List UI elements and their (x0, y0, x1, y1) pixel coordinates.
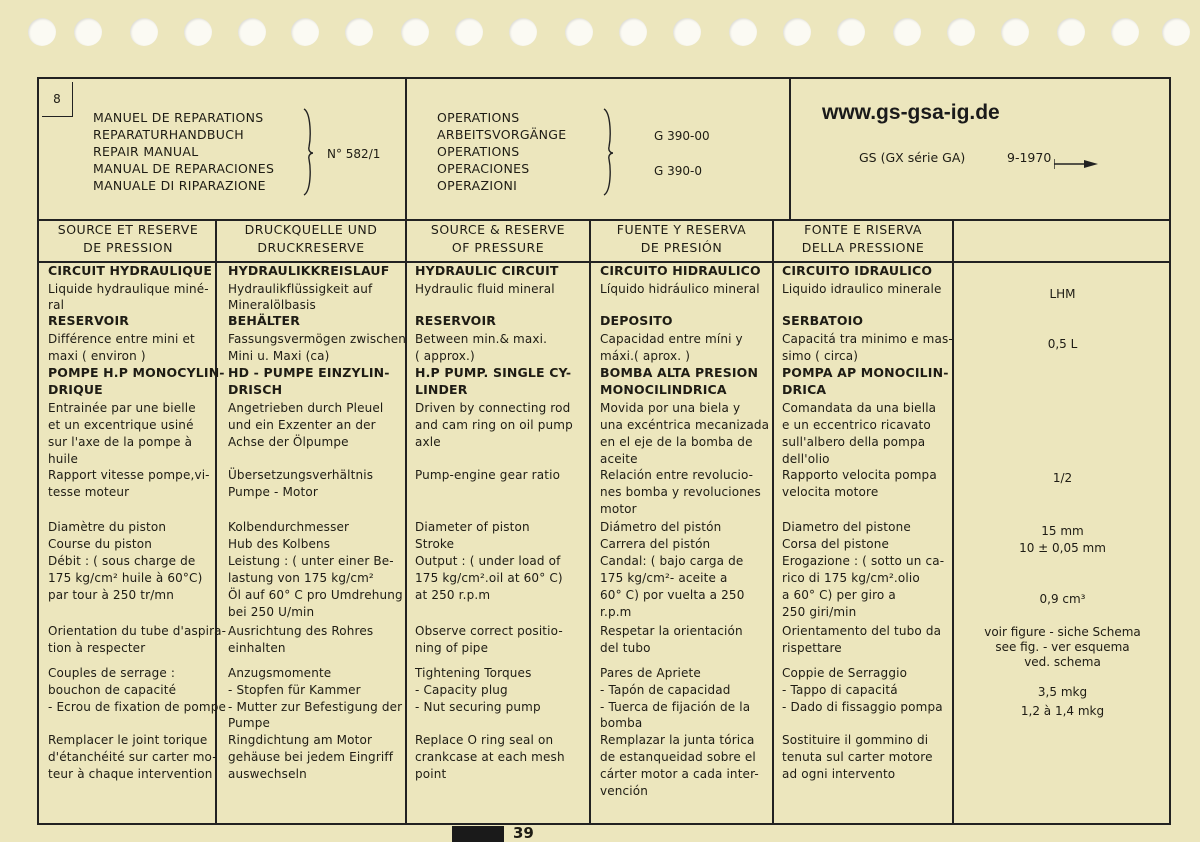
ops-title-fr: OPERATIONS (437, 110, 520, 125)
text-line: Between min.& maxi. (415, 332, 548, 346)
section-heading: CIRCUITO HIDRAULICO (600, 263, 761, 278)
col-divider-1 (215, 219, 217, 825)
spec-value: ved. schema (1024, 655, 1101, 669)
colhead-en-line1: SOURCE & RESERVE (430, 222, 566, 237)
text-line: dell'olio (782, 452, 830, 466)
manual-titles (93, 109, 274, 194)
text-line: Capacidad entre míni y (600, 332, 743, 346)
text-line: Carrera del pistón (600, 537, 711, 551)
text-line: Observe correct positio- (415, 624, 563, 638)
text-line: 60° C) por vuelta a 250 (600, 588, 745, 602)
text-line: - Mutter zur Befestigung der (228, 700, 403, 714)
punch-hole (401, 18, 429, 46)
text-line: - Tuerca de fijación de la (600, 700, 751, 714)
text-line: Couples de serrage : (48, 666, 176, 680)
text-line: Mineralölbasis (228, 298, 316, 312)
text-line: at 250 r.p.m (415, 588, 491, 602)
spec-value: 1,2 à 1,4 mkg (1020, 704, 1105, 718)
text-line: and cam ring on oil pump (415, 418, 573, 432)
text-line: sull'albero della pompa (782, 435, 926, 449)
text-line: Replace O ring seal on (415, 733, 554, 747)
text-line: Course du piston (48, 537, 153, 551)
text-line: Comandata da una biella (782, 401, 937, 415)
text-line: Achse der Ölpumpe (228, 435, 349, 449)
text-line: a 60° C) per giro a (782, 588, 896, 602)
text-line: ral (48, 298, 65, 312)
text-line: de estanqueidad sobre el (600, 750, 756, 764)
manual-title-fr: MANUEL DE REPARATIONS (93, 110, 264, 125)
punch-hole (509, 18, 537, 46)
text-line: Driven by connecting rod (415, 401, 571, 415)
text-line: - Nut securing pump (415, 700, 541, 714)
section-heading: DRICA (782, 382, 827, 397)
text-line: Rapporto velocita pompa (782, 468, 937, 482)
spec-value: 0,5 L (1047, 337, 1078, 351)
section-heading: LINDER (415, 382, 468, 397)
punch-hole (1057, 18, 1085, 46)
text-line: crankcase at each mesh (415, 750, 565, 764)
text-line: tenuta sul carter motore (782, 750, 933, 764)
text-line: Orientamento del tubo da (782, 624, 942, 638)
text-line: - Stopfen für Kammer (228, 683, 361, 697)
text-line: Remplacer le joint torique (48, 733, 208, 747)
text-line: Erogazione : ( sotto un ca- (782, 554, 945, 568)
binder-holes (0, 18, 1200, 48)
text-line: et un excentrique usiné (48, 418, 194, 432)
text-line: Übersetzungsverhältnis (228, 468, 374, 482)
text-line: maxi ( environ ) (48, 349, 146, 363)
colhead-de-line1: DRUCKQUELLE UND (244, 222, 378, 237)
text-line: lastung von 175 kg/cm² (228, 571, 374, 585)
text-line: vención (600, 784, 649, 798)
colhead-en-line2: OF PRESSURE (451, 240, 545, 255)
text-line: auswechseln (228, 767, 307, 781)
col-divider-4 (772, 219, 774, 825)
operations-titles (437, 109, 567, 194)
text-line: bei 250 U/min (228, 605, 315, 619)
document-sheet (37, 77, 1171, 825)
text-line: Stroke (415, 537, 455, 551)
section-heading: SERBATOIO (782, 313, 864, 328)
text-line: tesse moteur (48, 485, 130, 499)
section-heading: MONOCILINDRICA (600, 382, 727, 397)
text-line: e un eccentrico ricavato (782, 418, 931, 432)
section-heading: CIRCUIT HYDRAULIQUE (48, 263, 213, 278)
text-line: axle (415, 435, 441, 449)
spec-value: 15 mm (1041, 524, 1084, 538)
text-line: Leistung : ( unter einer Be- (228, 554, 394, 568)
text-line: 250 giri/min (782, 605, 857, 619)
ops-title-it: OPERAZIONI (437, 178, 518, 193)
manual-title-es: MANUAL DE REPARACIONES (93, 161, 275, 176)
text-line: Relación entre revolucio- (600, 468, 754, 482)
section-heading: BEHÄLTER (228, 313, 300, 328)
text-line: Débit : ( sous charge de (48, 554, 196, 568)
spec-value: 10 ± 0,05 mm (1019, 541, 1106, 555)
text-line: cárter motor a cada inter- (600, 767, 759, 781)
punch-hole (130, 18, 158, 46)
punch-hole (673, 18, 701, 46)
text-line: Líquido hidráulico mineral (600, 282, 760, 296)
manual-title-de: REPARATURHANDBUCH (93, 127, 244, 142)
colhead-fr-line1: SOURCE ET RESERVE (57, 222, 199, 237)
text-line: Movida por una biela y (600, 401, 741, 415)
text-line: Pares de Apriete (600, 666, 701, 680)
text-line: bomba (600, 716, 643, 730)
operations-brace (601, 107, 615, 197)
text-line: - Capacity plug (415, 683, 508, 697)
text-line: - Dado di fissaggio pompa (782, 700, 943, 714)
header-divider-2 (789, 79, 791, 219)
text-line: Rapport vitesse pompe,vi- (48, 468, 210, 482)
text-line: - Tappo di capacitá (782, 683, 898, 697)
punch-hole (238, 18, 266, 46)
text-line: ad ogni intervento (782, 767, 896, 781)
text-line: Liquide hydraulique miné- (48, 282, 209, 296)
section-heading: DEPOSITO (600, 313, 673, 328)
text-line: 175 kg/cm²- aceite a (600, 571, 728, 585)
section-heading: RESERVOIR (48, 313, 130, 328)
text-line: tion à respecter (48, 641, 146, 655)
manual-title-it: MANUALE DI RIPARAZIONE (93, 178, 266, 193)
text-line: sur l'axe de la pompe à (48, 435, 193, 449)
op-code-2: G 390-0 (654, 164, 702, 178)
punch-hole (837, 18, 865, 46)
text-line: Diametro del pistone (782, 520, 911, 534)
text-line: en el eje de la bomba de (600, 435, 753, 449)
text-line: Öl auf 60° C pro Umdrehung (228, 588, 403, 602)
arrow-right-icon (1054, 158, 1098, 170)
text-line: Liquido idraulico minerale (782, 282, 942, 296)
text-line: Candal: ( bajo carga de (600, 554, 744, 568)
text-line: Capacitá tra minimo e mas- (782, 332, 953, 346)
manual-title-en: REPAIR MANUAL (93, 144, 199, 159)
colhead-it (774, 221, 952, 261)
colhead-es-line2: DE PRESIÓN (640, 240, 723, 255)
text-line: Corsa del pistone (782, 537, 890, 551)
colhead-de (217, 221, 405, 261)
text-line: 175 kg/cm² huile à 60°C) (48, 571, 203, 585)
text-line: Anzugsmomente (228, 666, 332, 680)
section-heading: POMPE H.P MONOCYLIN- (48, 365, 225, 380)
text-line: point (415, 767, 447, 781)
text-line: d'étanchéité sur carter mo- (48, 750, 217, 764)
ops-title-de: ARBEITSVORGÄNGE (437, 127, 567, 142)
ops-title-en: OPERATIONS (437, 144, 520, 159)
punch-hole (74, 18, 102, 46)
text-line: Entrainée par une bielle (48, 401, 196, 415)
text-line: - Tapón de capacidad (600, 683, 731, 697)
text-line: huile (48, 452, 79, 466)
punch-hole (783, 18, 811, 46)
ops-title-es: OPERACIONES (437, 161, 530, 176)
colhead-fr-line2: DE PRESSION (83, 240, 173, 255)
text-line: Mini u. Maxi (ca) (228, 349, 330, 363)
section-heading: BOMBA ALTA PRESION (600, 365, 759, 380)
colhead-es-line1: FUENTE Y RESERVA (616, 222, 747, 237)
text-line: gehäuse bei jedem Eingriff (228, 750, 394, 764)
text-line: r.p.m (600, 605, 632, 619)
spec-value: LHM (1049, 287, 1076, 301)
section-heading: HYDRAULIKKREISLAUF (228, 263, 390, 278)
punch-hole (455, 18, 483, 46)
footer-page-number: 39 (513, 824, 534, 842)
text-line: Hydraulikflüssigkeit auf (228, 282, 373, 296)
text-line: una excéntrica mecanizada (600, 418, 770, 432)
text-line: rico di 175 kg/cm².olio (782, 571, 920, 585)
text-line: simo ( circa) (782, 349, 859, 363)
text-line: Output : ( under load of (415, 554, 561, 568)
text-line: Kolbendurchmesser (228, 520, 350, 534)
text-line: bouchon de capacité (48, 683, 177, 697)
text-line: einhalten (228, 641, 286, 655)
text-line: par tour à 250 tr/mn (48, 588, 174, 602)
text-line: Tightening Torques (415, 666, 532, 680)
section-heading: H.P PUMP. SINGLE CY- (415, 365, 572, 380)
text-line: 175 kg/cm².oil at 60° C) (415, 571, 563, 585)
text-line: motor (600, 502, 637, 516)
punch-hole (947, 18, 975, 46)
text-line: Respetar la orientación (600, 624, 743, 638)
footer-black-bar (452, 826, 504, 842)
text-line: teur à chaque intervention (48, 767, 213, 781)
op-code-1: G 390-00 (654, 129, 710, 143)
section-heading: RESERVOIR (415, 313, 497, 328)
col-divider-2 (405, 219, 407, 825)
section-heading: POMPA AP MONOCILIN- (782, 365, 949, 380)
manual-number: N° 582/1 (327, 147, 381, 161)
text-line: Coppie de Serraggio (782, 666, 908, 680)
section-heading: HD - PUMPE EINZYLIN- (228, 365, 390, 380)
spec-value: see fig. - ver esquema (995, 640, 1130, 654)
website-watermark: www.gs-gsa-ig.de (822, 101, 1000, 124)
colhead-de-line2: DRUCKRESERVE (257, 240, 365, 255)
colhead-es (591, 221, 772, 261)
text-line: Diameter of piston (415, 520, 530, 534)
text-line: - Ecrou de fixation de pompe (48, 700, 227, 714)
text-line: aceite (600, 452, 638, 466)
section-heading: DRISCH (228, 382, 283, 397)
text-line: ( approx.) (415, 349, 475, 363)
text-line: del tubo (600, 641, 651, 655)
text-line: Pumpe - Motor (228, 485, 318, 499)
col-divider-5 (952, 219, 954, 825)
punch-hole (1001, 18, 1029, 46)
colhead-it-line2: DELLA PRESSIONE (801, 240, 925, 255)
text-line: und ein Exzenter an der (228, 418, 376, 432)
text-line: nes bomba y revoluciones (600, 485, 761, 499)
text-line: Pumpe (228, 716, 271, 730)
text-line: Remplazar la junta tórica (600, 733, 755, 747)
col-divider-3 (589, 219, 591, 825)
model-label: GS (GX série GA) (859, 150, 966, 165)
punch-hole (729, 18, 757, 46)
colhead-it-line1: FONTE E RISERVA (804, 222, 922, 237)
spec-value: 0,9 cm³ (1039, 592, 1086, 606)
text-line: Pump-engine gear ratio (415, 468, 561, 482)
text-line: Diamètre du piston (48, 520, 167, 534)
text-line: rispettare (782, 641, 842, 655)
manual-brace (301, 107, 315, 197)
header-divider-1 (405, 79, 407, 219)
punch-hole (345, 18, 373, 46)
punch-hole (1162, 18, 1190, 46)
text-line: Fassungsvermögen zwischen (228, 332, 407, 346)
colhead-fr (41, 221, 215, 261)
punch-hole (28, 18, 56, 46)
date-label: 9-1970 (1007, 150, 1052, 165)
text-line: Diámetro del pistón (600, 520, 722, 534)
text-line: velocita motore (782, 485, 879, 499)
colhead-en (407, 221, 589, 261)
section-heading: CIRCUITO IDRAULICO (782, 263, 933, 278)
text-line: Hydraulic fluid mineral (415, 282, 555, 296)
text-line: Sostituire il gommino di (782, 733, 929, 747)
text-line: Ringdichtung am Motor (228, 733, 373, 747)
section-heading: HYDRAULIC CIRCUIT (415, 263, 559, 278)
spec-value: 1/2 (1052, 471, 1073, 485)
page-number-box: 8 (42, 82, 73, 117)
spec-value: voir figure - siche Schema (984, 625, 1141, 639)
punch-hole (184, 18, 212, 46)
text-line: ning of pipe (415, 641, 489, 655)
punch-hole (893, 18, 921, 46)
section-heading: DRIQUE (48, 382, 103, 397)
text-line: máxi.( aprox. ) (600, 349, 691, 363)
text-line: Ausrichtung des Rohres (228, 624, 374, 638)
text-line: Angetrieben durch Pleuel (228, 401, 384, 415)
punch-hole (619, 18, 647, 46)
text-line: Hub des Kolbens (228, 537, 331, 551)
text-line: Différence entre mini et (48, 332, 195, 346)
spec-value: 3,5 mkg (1037, 685, 1088, 699)
punch-hole (565, 18, 593, 46)
text-line: Orientation du tube d'aspira- (48, 624, 227, 638)
punch-hole (291, 18, 319, 46)
punch-hole (1111, 18, 1139, 46)
